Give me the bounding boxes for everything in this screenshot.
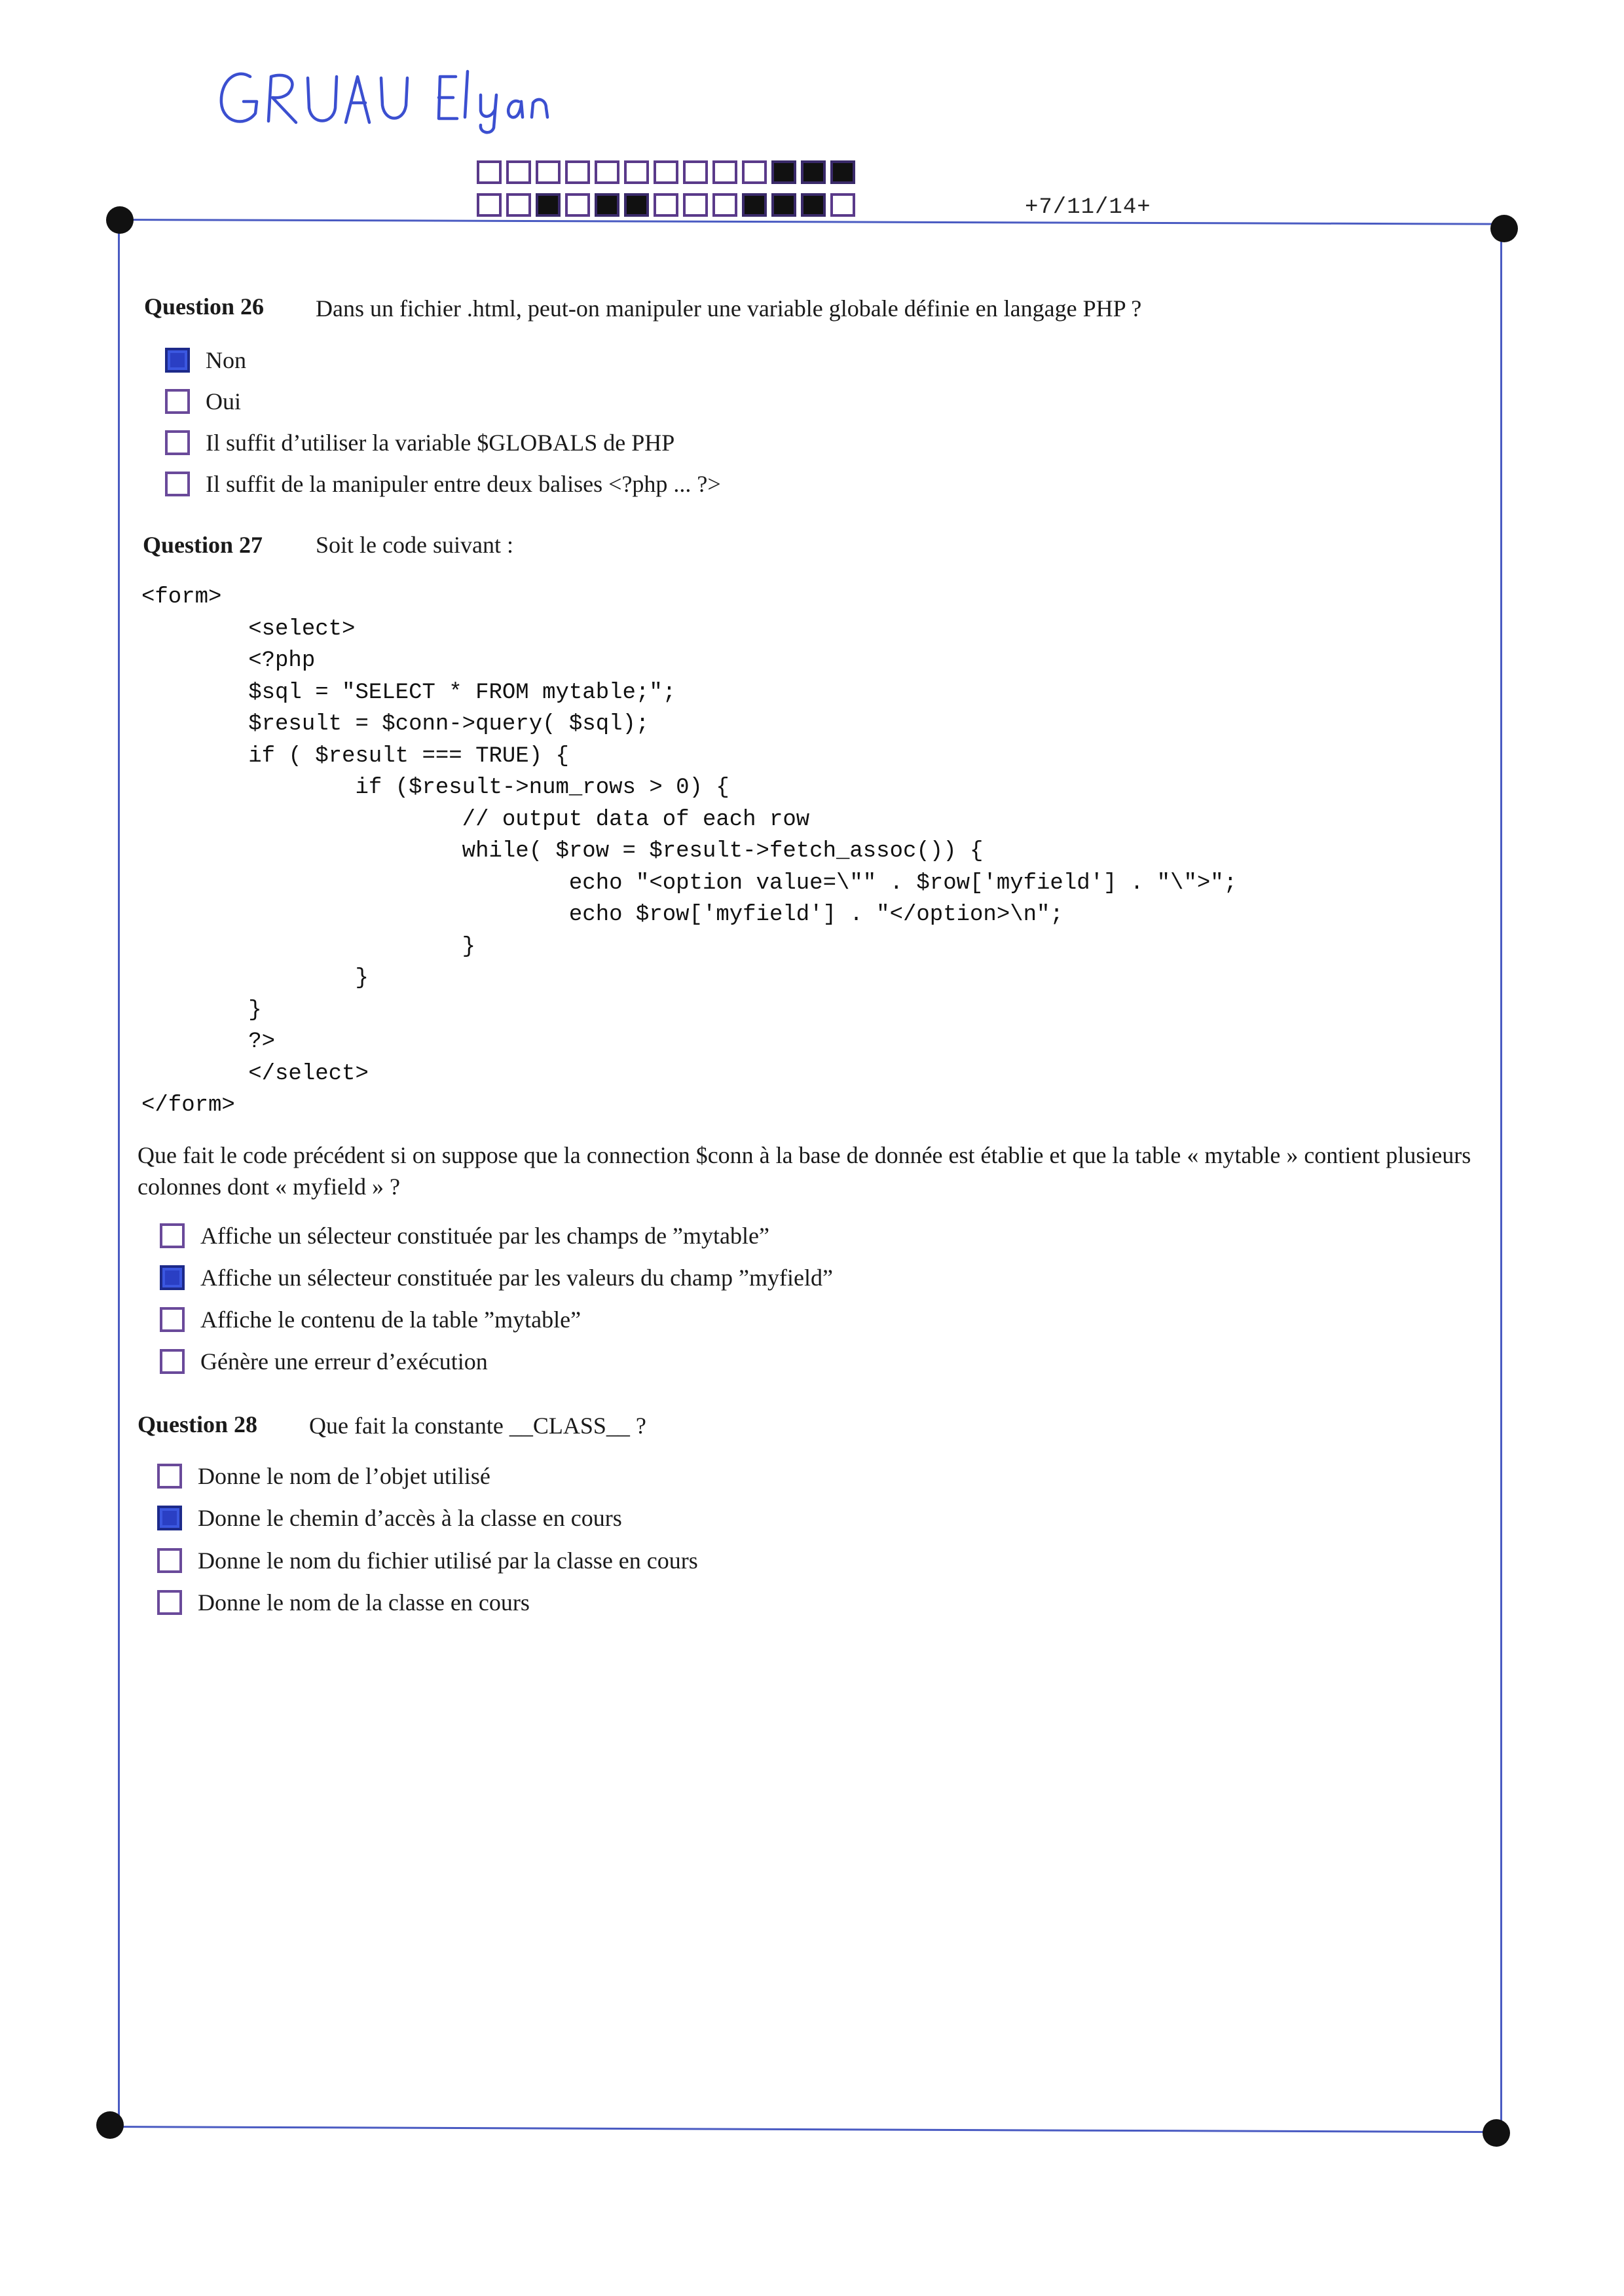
barcode-cell [742, 160, 767, 184]
barcode-cell [742, 193, 767, 217]
frame-top-line [119, 219, 1501, 225]
checkbox[interactable] [165, 389, 190, 414]
barcode-cell [771, 160, 796, 184]
barcode-cell [771, 193, 796, 217]
question-28-label: Question 28 [138, 1411, 258, 1437]
barcode-cell [712, 193, 737, 217]
option-label: Il suffit de la manipuler entre deux balises <?php ... ?> [206, 471, 721, 497]
barcode-cell [565, 160, 590, 184]
q26-option-3[interactable] [165, 429, 674, 456]
question-28-text: Que fait la constante __CLASS__ ? [309, 1413, 646, 1439]
barcode-cell [654, 160, 678, 184]
barcode-cell [477, 160, 502, 184]
q28-option-4[interactable] [157, 1589, 530, 1616]
question-26-label: Question 26 [144, 293, 265, 320]
barcode-cell [801, 160, 826, 184]
option-label: Affiche le contenu de la table ”mytable” [200, 1306, 581, 1333]
barcode-cell [624, 160, 649, 184]
barcode-cell [712, 160, 737, 184]
barcode-cell [624, 193, 649, 217]
checkbox[interactable] [157, 1506, 182, 1530]
q27-option-2[interactable] [160, 1264, 833, 1291]
q28-option-2[interactable] [157, 1504, 622, 1532]
barcode-cell [830, 160, 855, 184]
option-label: Donne le nom du fichier utilisé par la classe en cours [198, 1547, 698, 1574]
q28-option-3[interactable] [157, 1547, 698, 1574]
checkbox[interactable] [160, 1265, 185, 1290]
frame-left-line [118, 220, 120, 2127]
registration-dot-top-left [106, 206, 134, 234]
q26-option-4[interactable] [165, 470, 721, 498]
barcode-cell [595, 193, 619, 217]
question-27-text: Soit le code suivant : [316, 532, 513, 558]
option-label: Donne le chemin d’accès à la classe en cours [198, 1505, 622, 1531]
option-label: Oui [206, 388, 241, 415]
option-label: Il suffit d’utiliser la variable $GLOBALS de PHP [206, 430, 675, 456]
option-label: Non [206, 347, 246, 373]
barcode-row-top [477, 160, 860, 184]
checkbox[interactable] [160, 1307, 185, 1332]
q26-option-1[interactable] [165, 346, 246, 374]
registration-dot-bottom-left [96, 2111, 124, 2139]
barcode-cell [477, 193, 502, 217]
barcode-row-bottom [477, 193, 860, 217]
php-code-block: <form> <select> <?php $sql = "SELECT * FROM mytable;"; $result = $conn->query( $sql); if ( $result === TRUE) { if ($result->num_rows > 0) { // output data of each row while( $row = $result->fetch_assoc()) { echo "<option value=\"" . $row['myfield'] . "\">"; echo $row['myfield'] . "</option>\n"; } } } ?> </select> </form> [141, 585, 1238, 1118]
q28-option-1[interactable] [157, 1462, 490, 1490]
checkbox[interactable] [165, 430, 190, 455]
checkbox[interactable] [165, 472, 190, 496]
checkbox[interactable] [165, 348, 190, 373]
barcode-cell [565, 193, 590, 217]
frame-right-line [1500, 229, 1502, 2132]
q26-option-2[interactable] [165, 388, 241, 415]
option-label: Affiche un sélecteur constituée par les valeurs du champ ”myfield” [200, 1265, 833, 1291]
barcode-cell [595, 160, 619, 184]
option-label: Génère une erreur d’exécution [200, 1348, 488, 1375]
barcode-cell [536, 160, 561, 184]
q27-option-3[interactable] [160, 1306, 581, 1333]
barcode-cell [683, 160, 708, 184]
barcode-cell [654, 193, 678, 217]
option-label: Donne le nom de la classe en cours [198, 1589, 530, 1616]
frame-bottom-line [110, 2126, 1497, 2133]
q27-option-4[interactable] [160, 1348, 488, 1375]
checkbox[interactable] [160, 1223, 185, 1248]
question-26-text: Dans un fichier .html, peut-on manipuler une variable globale définie en langage PHP ? [316, 295, 1142, 322]
checkbox[interactable] [160, 1349, 185, 1374]
option-label: Affiche un sélecteur constituée par les champs de ”mytable” [200, 1223, 769, 1249]
registration-dot-top-right [1490, 215, 1518, 242]
barcode-cell [683, 193, 708, 217]
barcode-cell [506, 160, 531, 184]
sheet-id: +7/11/14+ [1025, 195, 1151, 220]
registration-dot-bottom-right [1483, 2119, 1510, 2147]
checkbox[interactable] [157, 1590, 182, 1615]
barcode-cell [536, 193, 561, 217]
option-label: Donne le nom de l’objet utilisé [198, 1463, 490, 1489]
barcode-cell [801, 193, 826, 217]
barcode-cell [506, 193, 531, 217]
barcode-cell [830, 193, 855, 217]
question-27-label: Question 27 [143, 532, 263, 558]
checkbox[interactable] [157, 1464, 182, 1489]
handwritten-student-name [216, 62, 583, 134]
question-27-prompt: Que fait le code précédent si on suppose que la connection $conn à la base de donnée est établie et que la table « mytable » contient plusieurs colonnes dont « myfield » ? [138, 1142, 1471, 1200]
q27-option-1[interactable] [160, 1222, 769, 1250]
checkbox[interactable] [157, 1548, 182, 1573]
